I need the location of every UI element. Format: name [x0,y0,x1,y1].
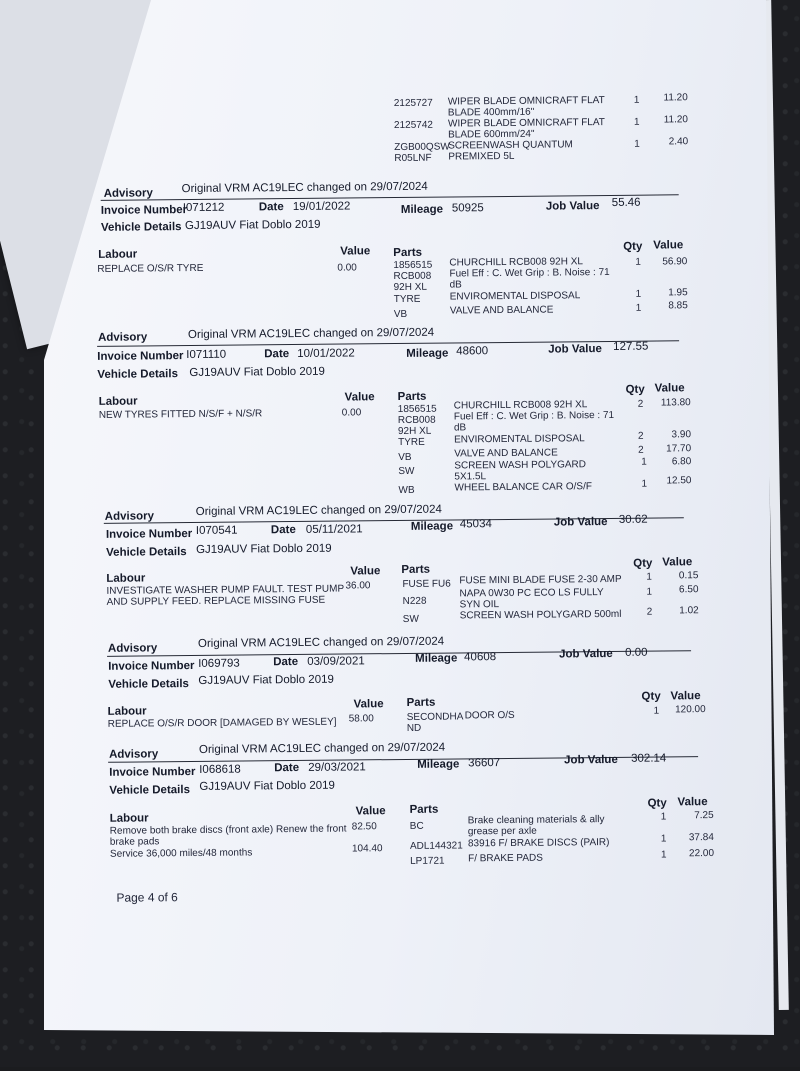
invoice-number-label: Invoice Number [109,765,196,779]
date-label: Date [274,761,300,775]
advisory-text: Original VRM AC19LEC changed on 29/07/2024 [195,503,442,518]
mileage-value: 40608 [464,651,497,664]
labour-value: 104.40 [351,843,383,855]
part-qty: 1 [635,288,642,300]
invoice-number-label: Invoice Number [108,659,195,673]
part-value: 8.85 [668,300,688,312]
part-desc: grease per axle [467,825,537,838]
labour-item: REPLACE O/S/R TYRE [97,262,204,275]
part-code: 1856515 [393,259,433,272]
part-desc: SCREENWASH QUANTUM [448,139,573,152]
part-value: 11.20 [663,92,688,104]
page-number: Page 4 of 6 [116,890,178,905]
advisory-text: Original VRM AC19LEC changed on 29/07/2024 [197,635,445,650]
part-value: 120.00 [674,704,706,716]
labour-item: INVESTIGATE WASHER PUMP FAULT. TEST PUMP [106,583,345,597]
mileage-value: 36607 [468,757,501,770]
value-header: Value [670,690,701,703]
part-desc: dB [449,279,462,291]
part-desc: SCREEN WASH POLYGARD [454,459,587,472]
parts-header: Parts [406,696,436,709]
advisory-label: Advisory [104,510,155,523]
mileage-label: Mileage [410,520,454,533]
labour-value: 36.00 [345,580,371,592]
part-desc: DOOR O/S [464,709,515,722]
value-header: Value [677,796,708,809]
invoice-number-label: Invoice Number [105,527,193,541]
mileage-value: 50925 [451,202,484,215]
part-code: RCB008 [393,270,432,283]
value-header: Value [344,391,375,404]
qty-header: Qty [633,557,653,570]
part-desc: SYN OIL [459,599,500,611]
part-desc: SCREEN WASH POLYGARD 500ml [459,608,622,622]
part-qty: 1 [633,116,640,128]
part-desc: 5X1.5L [454,471,487,483]
invoice-date: 19/01/2022 [292,200,351,214]
part-code: VB [398,451,412,464]
part-value: 1.95 [668,287,688,299]
parts-header: Parts [393,246,423,260]
part-qty: 1 [660,833,667,845]
job-value-label: Job Value [559,647,613,661]
part-qty: 1 [660,849,667,861]
part-desc: CHURCHILL RCB008 92H XL [453,399,588,412]
part-desc: Fuel Eff : C. Wet Grip : B. Noise : 71 [449,266,610,280]
vehicle-details-label: Vehicle Details [100,221,182,234]
advisory-text: Original VRM AC19LEC changed on 29/07/2024 [181,180,428,196]
part-desc: PREMIXED 5L [448,150,515,163]
part-value: 2.40 [668,136,689,148]
part-code: FUSE FU6 [402,578,451,590]
parts-header: Parts [409,803,439,816]
date-label: Date [270,523,296,537]
mileage-label: Mileage [406,347,449,360]
part-value: 17.70 [666,443,692,455]
advisory-text: Original VRM AC19LEC changed on 29/07/2024 [187,326,435,342]
value-header: Value [654,382,685,395]
job-value: 55.46 [611,196,641,209]
part-code: LP1721 [410,855,445,867]
part-desc: BLADE 600mm/24" [448,128,535,141]
part-qty: 1 [641,456,647,468]
job-value-label: Job Value [564,753,618,767]
vehicle-details-label: Vehicle Details [97,368,179,381]
part-qty: 2 [637,398,644,410]
part-qty: 1 [634,138,640,150]
part-code: TYRE [393,293,421,306]
labour-item: REPLACE O/S/R DOOR [DAMAGED BY WESLEY] [107,716,337,730]
part-desc: NAPA 0W30 PC ECO LS FULLY [459,587,604,600]
mileage-value: 48600 [456,345,489,358]
labour-header: Labour [98,395,138,408]
qty-header: Qty [623,240,643,253]
job-value-label: Job Value [545,200,600,213]
value-header: Value [662,556,693,569]
vehicle-details-label: Vehicle Details [108,678,189,691]
invoice-date: 03/09/2021 [307,655,365,668]
part-value: 22.00 [688,848,715,860]
invoice-date: 10/01/2022 [297,347,355,360]
date-label: Date [264,348,290,361]
part-desc: ENVIROMENTAL DISPOSAL [453,433,585,446]
part-qty: 1 [646,571,652,583]
value-header: Value [353,698,384,711]
part-code: TYRE [398,436,425,449]
value-header: Value [340,245,371,258]
part-qty: 1 [633,94,640,106]
labour-header: Labour [106,572,146,585]
labour-item: Service 36,000 miles/48 months [109,847,253,860]
part-code: 92H XL [397,425,432,438]
mileage-label: Mileage [417,758,460,771]
vehicle-details-label: Vehicle Details [106,546,187,559]
invoice-date: 05/11/2021 [305,523,363,536]
parts-header: Parts [397,390,427,404]
part-code: BC [409,820,424,832]
advisory-label: Advisory [97,331,148,344]
part-code: RCB008 [397,414,436,427]
advisory-text: Original VRM AC19LEC changed on 29/07/2024 [198,741,446,756]
invoice-date: 29/03/2021 [308,761,366,774]
invoice-number-label: Invoice Number [97,350,184,363]
part-code: ADL144321 [409,840,463,852]
part-qty: 1 [641,478,648,490]
mileage-label: Mileage [415,652,458,665]
job-value: 0.00 [625,646,648,659]
labour-item: brake pads [109,836,160,848]
vehicle-details-label: Vehicle Details [109,784,190,797]
qty-header: Qty [647,797,667,810]
part-value: 7.25 [694,810,714,822]
part-code: SECONDHA [406,711,464,723]
part-code: SW [402,613,419,625]
advisory-label: Advisory [108,748,159,761]
labour-item: AND SUPPLY FEED. REPLACE MISSING FUSE [106,594,326,608]
part-value: 37.84 [688,832,714,844]
invoice-number: I070541 [195,524,238,537]
part-value: 113.80 [660,397,691,409]
part-value: 6.50 [678,584,699,596]
labour-item: NEW TYRES FITTED N/S/F + N/S/R [98,408,263,421]
labour-value: 82.50 [351,821,377,833]
part-code: SW [398,465,415,478]
part-code: 92H XL [393,281,427,294]
part-code: VB [393,308,408,321]
value-header: Value [355,805,386,818]
job-value: 302.14 [631,752,667,765]
job-value: 30.62 [618,513,648,526]
part-qty: 1 [635,256,641,268]
part-qty: 1 [646,586,653,598]
labour-value: 0.00 [337,262,357,274]
advisory-label: Advisory [107,642,158,655]
labour-header: Labour [98,248,138,261]
invoice-number: I071110 [186,348,227,362]
part-qty: 2 [646,606,653,618]
part-value: 0.15 [678,570,699,582]
part-code: R05LNF [394,152,432,165]
labour-header: Labour [107,705,147,718]
parts-header: Parts [401,563,431,576]
date-label: Date [273,655,299,669]
vehicle-details: GJ19AUV Fiat Doblo 2019 [189,365,325,380]
value-header: Value [653,239,684,252]
part-code: 2125742 [393,119,434,132]
part-code: ND [406,722,422,734]
part-qty: 1 [635,302,642,314]
invoice-number-label: Invoice Number [100,204,188,217]
job-value: 127.55 [613,340,649,353]
date-label: Date [258,201,284,214]
labour-header: Labour [109,812,149,825]
qty-header: Qty [641,690,661,703]
part-desc: BLADE 400mm/16" [447,106,535,119]
job-value-label: Job Value [553,516,608,529]
part-desc: WIPER BLADE OMNICRAFT FLAT [447,95,605,108]
part-value: 56.90 [662,256,688,268]
job-value-label: Job Value [548,343,602,356]
advisory-label: Advisory [103,187,153,200]
part-value: 12.50 [666,475,692,487]
vehicle-details: GJ19AUV Fiat Doblo 2019 [198,673,334,687]
part-code: 1856515 [397,403,437,416]
part-value: 3.90 [671,429,692,441]
part-qty: 2 [638,444,644,456]
invoice-number: I069793 [198,657,240,670]
mileage-label: Mileage [400,203,444,216]
part-code: WB [398,484,415,497]
part-desc: ENVIROMENTAL DISPOSAL [449,290,581,303]
part-desc: F/ BRAKE PADS [468,852,543,865]
part-qty: 2 [637,430,644,442]
value-header: Value [350,565,381,578]
part-desc: WHEEL BALANCE CAR O/S/F [454,481,592,494]
part-code: ZGB00QSW [394,141,450,154]
part-desc: FUSE MINI BLADE FUSE 2-30 AMP [459,573,622,587]
part-desc: 83916 F/ BRAKE DISCS (PAIR) [467,837,610,850]
part-qty: 1 [653,705,660,717]
invoice-number: I071212 [182,201,225,215]
mileage-value: 45034 [459,518,492,531]
qty-header: Qty [625,383,645,396]
part-code: N228 [402,595,427,607]
part-desc: VALVE AND BALANCE [454,447,558,460]
part-desc: dB [453,422,467,434]
labour-value: 0.00 [341,407,362,419]
part-desc: Fuel Eff : C. Wet Grip : B. Noise : 71 [453,409,615,423]
part-qty: 1 [660,811,667,823]
part-value: 1.02 [679,605,699,617]
invoice-number: I068618 [199,763,241,776]
part-value: 11.20 [663,114,689,126]
vehicle-details: GJ19AUV Fiat Doblo 2019 [196,542,332,556]
part-desc: WIPER BLADE OMNICRAFT FLAT [447,117,605,130]
part-code: 2125727 [393,97,433,110]
vehicle-details: GJ19AUV Fiat Doblo 2019 [199,779,335,793]
part-value: 6.80 [671,456,692,468]
labour-value: 58.00 [348,713,374,725]
labour-item: Remove both brake discs (front axle) Renew the front [109,823,347,837]
part-desc: CHURCHILL RCB008 92H XL [449,256,583,269]
vehicle-details: GJ19AUV Fiat Doblo 2019 [184,218,321,233]
part-desc: VALVE AND BALANCE [449,304,554,317]
part-desc: Brake cleaning materials & ally [467,814,605,827]
